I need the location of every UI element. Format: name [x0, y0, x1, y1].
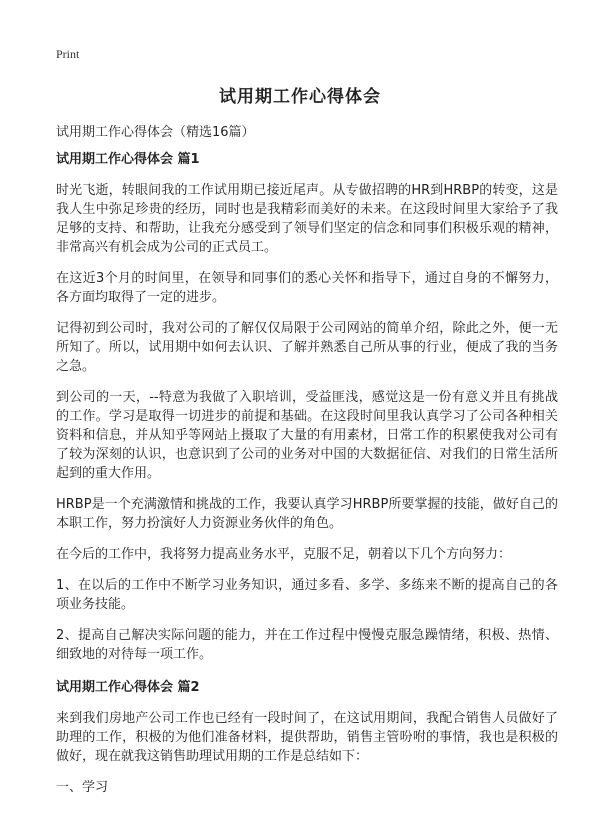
paragraph: 2、提高自己解决实际问题的能力，并在工作过程中慢慢克服急躁情绪，积极、热情、细致地的对待每一项工作。 — [56, 628, 558, 662]
paragraph: 1、在以后的工作中不断学习业务知识，通过多看、多学、多练来不断的提高自己的各项业务技能。 — [56, 578, 558, 612]
page-title: 试用期工作心得体会 — [219, 87, 381, 107]
paragraph: 在这近3个月的时间里，在领导和同事们的悉心关怀和指导下，通过自身的不懈努力，各方面均取得了一定的进步。 — [56, 271, 558, 305]
document-subtitle: 试用期工作心得体会（精选16篇） — [56, 125, 255, 140]
print-link[interactable]: Print — [56, 47, 80, 61]
paragraph: HRBP是一个充满激情和挑战的工作，我要认真学习HRBP所要掌握的技能，做好自己的本职工作，努力扮演好人力资源业务伙伴的角色。 — [56, 497, 558, 531]
paragraph: 记得初到公司时，我对公司的了解仅仅局限于公司网站的简单介绍，除此之外，便一无所知了。所以，试用期中如何去认识、了解并熟悉自己所从事的行业，便成了我的当务之急。 — [56, 321, 558, 374]
paragraph: 在今后的工作中，我将努力提高业务水平，克服不足，朝着以下几个方向努力： — [56, 547, 512, 562]
paragraph: 到公司的一天，--特意为我做了入职培训，受益匪浅，感觉这是一份有意义并且有挑战的工作。学习是取得一切进步的前提和基础。在这段时间里我认真学习了公司各种相关资料和信息，并从知乎等网站上摄取了大量的有用素材，日常工作的积累使我对公司有了较为深刻的认识，也意识到了公司的业务对中国的大数据征信、对我们的日常生活所起到的重大作用。 — [56, 390, 558, 481]
section-heading-1: 试用期工作心得体会 篇1 — [56, 152, 200, 167]
paragraph: 来到我们房地产公司工作也已经有一段时间了，在这试用期间，我配合销售人员做好了助理的工作，积极的为他们准备材料，提供帮助，销售主管吩咐的事情，我也是积极的做好，现在就我这销售助理试用期的工作是总结如下： — [56, 711, 558, 764]
document-body — [56, 150, 558, 809]
paragraph: 一、学习 — [56, 780, 109, 795]
paragraph: 时光飞逝，转眼间我的工作试用期已接近尾声。从专做招聘的HR到HRBP的转变，这是我人生中弥足珍贵的经历，同时也是我精彩而美好的未来。在这段时间里大家给予了我足够的支持、和帮助，让我充分感受到了领导们坚定的信念和同事们积极乐观的精神，非常高兴有机会成为公司的正式员工。 — [56, 183, 558, 255]
section-heading-2: 试用期工作心得体会 篇2 — [56, 680, 200, 695]
